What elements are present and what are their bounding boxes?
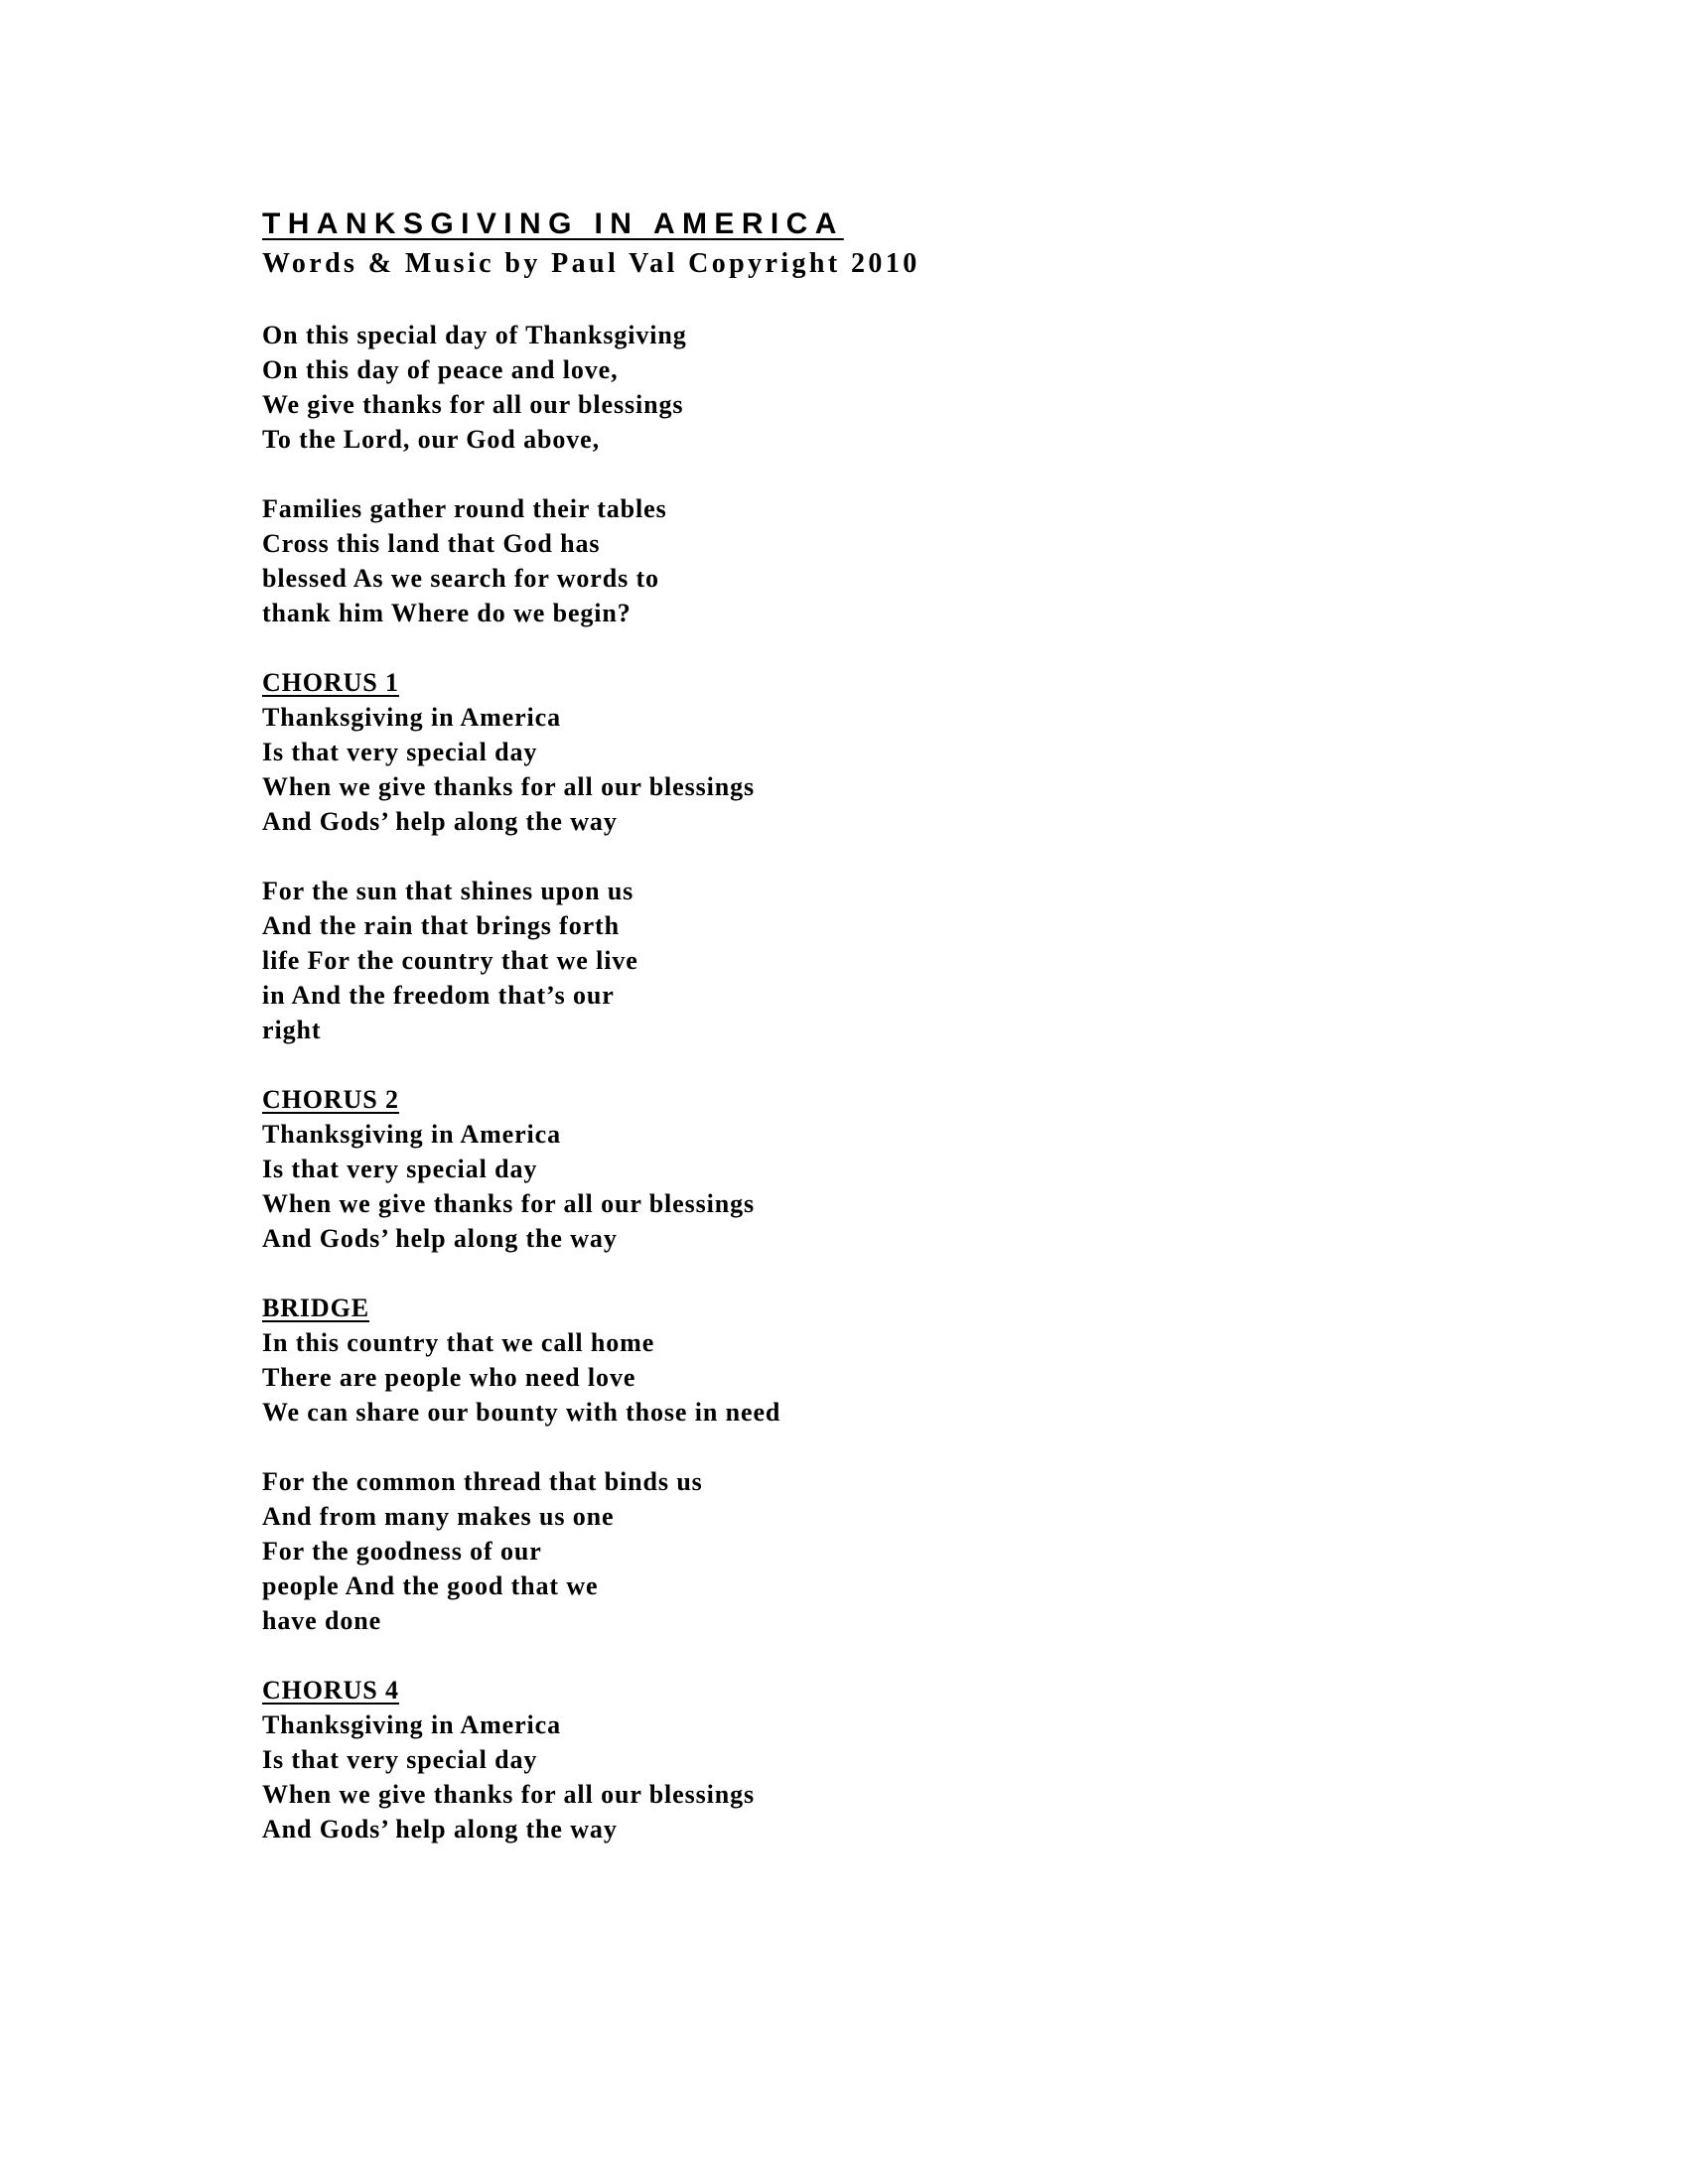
stanza	[262, 874, 1454, 1047]
lyric-line: Is that very special day	[262, 738, 538, 766]
lyric-line: For the common thread that binds us	[262, 1467, 703, 1496]
lyric-line: There are people who need love	[262, 1363, 636, 1392]
lyric-line: right	[262, 1016, 322, 1044]
lyric-line: In this country that we call home	[262, 1328, 655, 1357]
stanza	[262, 318, 1454, 457]
lyric-line: Is that very special day	[262, 1155, 538, 1183]
lyric-line: For the sun that shines upon us	[262, 877, 634, 905]
song-credit: Words & Music by Paul Val Copyright 2010	[262, 248, 920, 279]
stanza	[262, 665, 1454, 839]
lyric-line: We give thanks for all our blessings	[262, 390, 684, 419]
stanza	[262, 1673, 1454, 1846]
lyric-line: For the goodness of our	[262, 1537, 542, 1566]
lyric-line: On this day of peace and love,	[262, 355, 619, 384]
section-heading: BRIDGE	[262, 1294, 369, 1322]
lyric-line: thank him Where do we begin?	[262, 599, 632, 627]
lyric-line: We can share our bounty with those in need	[262, 1398, 781, 1427]
lyric-line: Thanksgiving in America	[262, 1120, 561, 1149]
lyric-line: And Gods’ help along the way	[262, 1224, 618, 1253]
section-heading: CHORUS 4	[262, 1676, 399, 1705]
lyric-line: life For the country that we live	[262, 946, 638, 975]
lyric-line: And the rain that brings forth	[262, 911, 620, 940]
lyric-line: When we give thanks for all our blessings	[262, 1189, 756, 1218]
lyric-line: in And the freedom that’s our	[262, 981, 615, 1010]
lyric-line: Thanksgiving in America	[262, 1710, 561, 1739]
lyrics-body	[262, 318, 1454, 1846]
lyric-line: And from many makes us one	[262, 1502, 615, 1531]
song-sheet	[262, 205, 1454, 1881]
lyric-line: And Gods’ help along the way	[262, 1815, 618, 1843]
lyric-line: have done	[262, 1606, 382, 1635]
lyric-line: And Gods’ help along the way	[262, 807, 618, 836]
lyric-line: When we give thanks for all our blessings	[262, 772, 756, 801]
song-title: THANKSGIVING IN AMERICA	[262, 207, 844, 240]
lyric-line: blessed As we search for words to	[262, 564, 659, 593]
stanza	[262, 1082, 1454, 1256]
section-heading: CHORUS 2	[262, 1085, 399, 1114]
lyric-line: Cross this land that God has	[262, 529, 601, 558]
lyric-line: On this special day of Thanksgiving	[262, 321, 687, 349]
lyric-line: When we give thanks for all our blessings	[262, 1780, 756, 1809]
lyric-line: Families gather round their tables	[262, 494, 667, 523]
section-heading: CHORUS 1	[262, 668, 399, 697]
stanza	[262, 1464, 1454, 1638]
lyric-line: people And the good that we	[262, 1571, 599, 1600]
lyric-line: To the Lord, our God above,	[262, 425, 600, 454]
stanza	[262, 491, 1454, 630]
lyric-line: Is that very special day	[262, 1745, 538, 1774]
lyric-line: Thanksgiving in America	[262, 703, 561, 732]
stanza	[262, 1291, 1454, 1430]
